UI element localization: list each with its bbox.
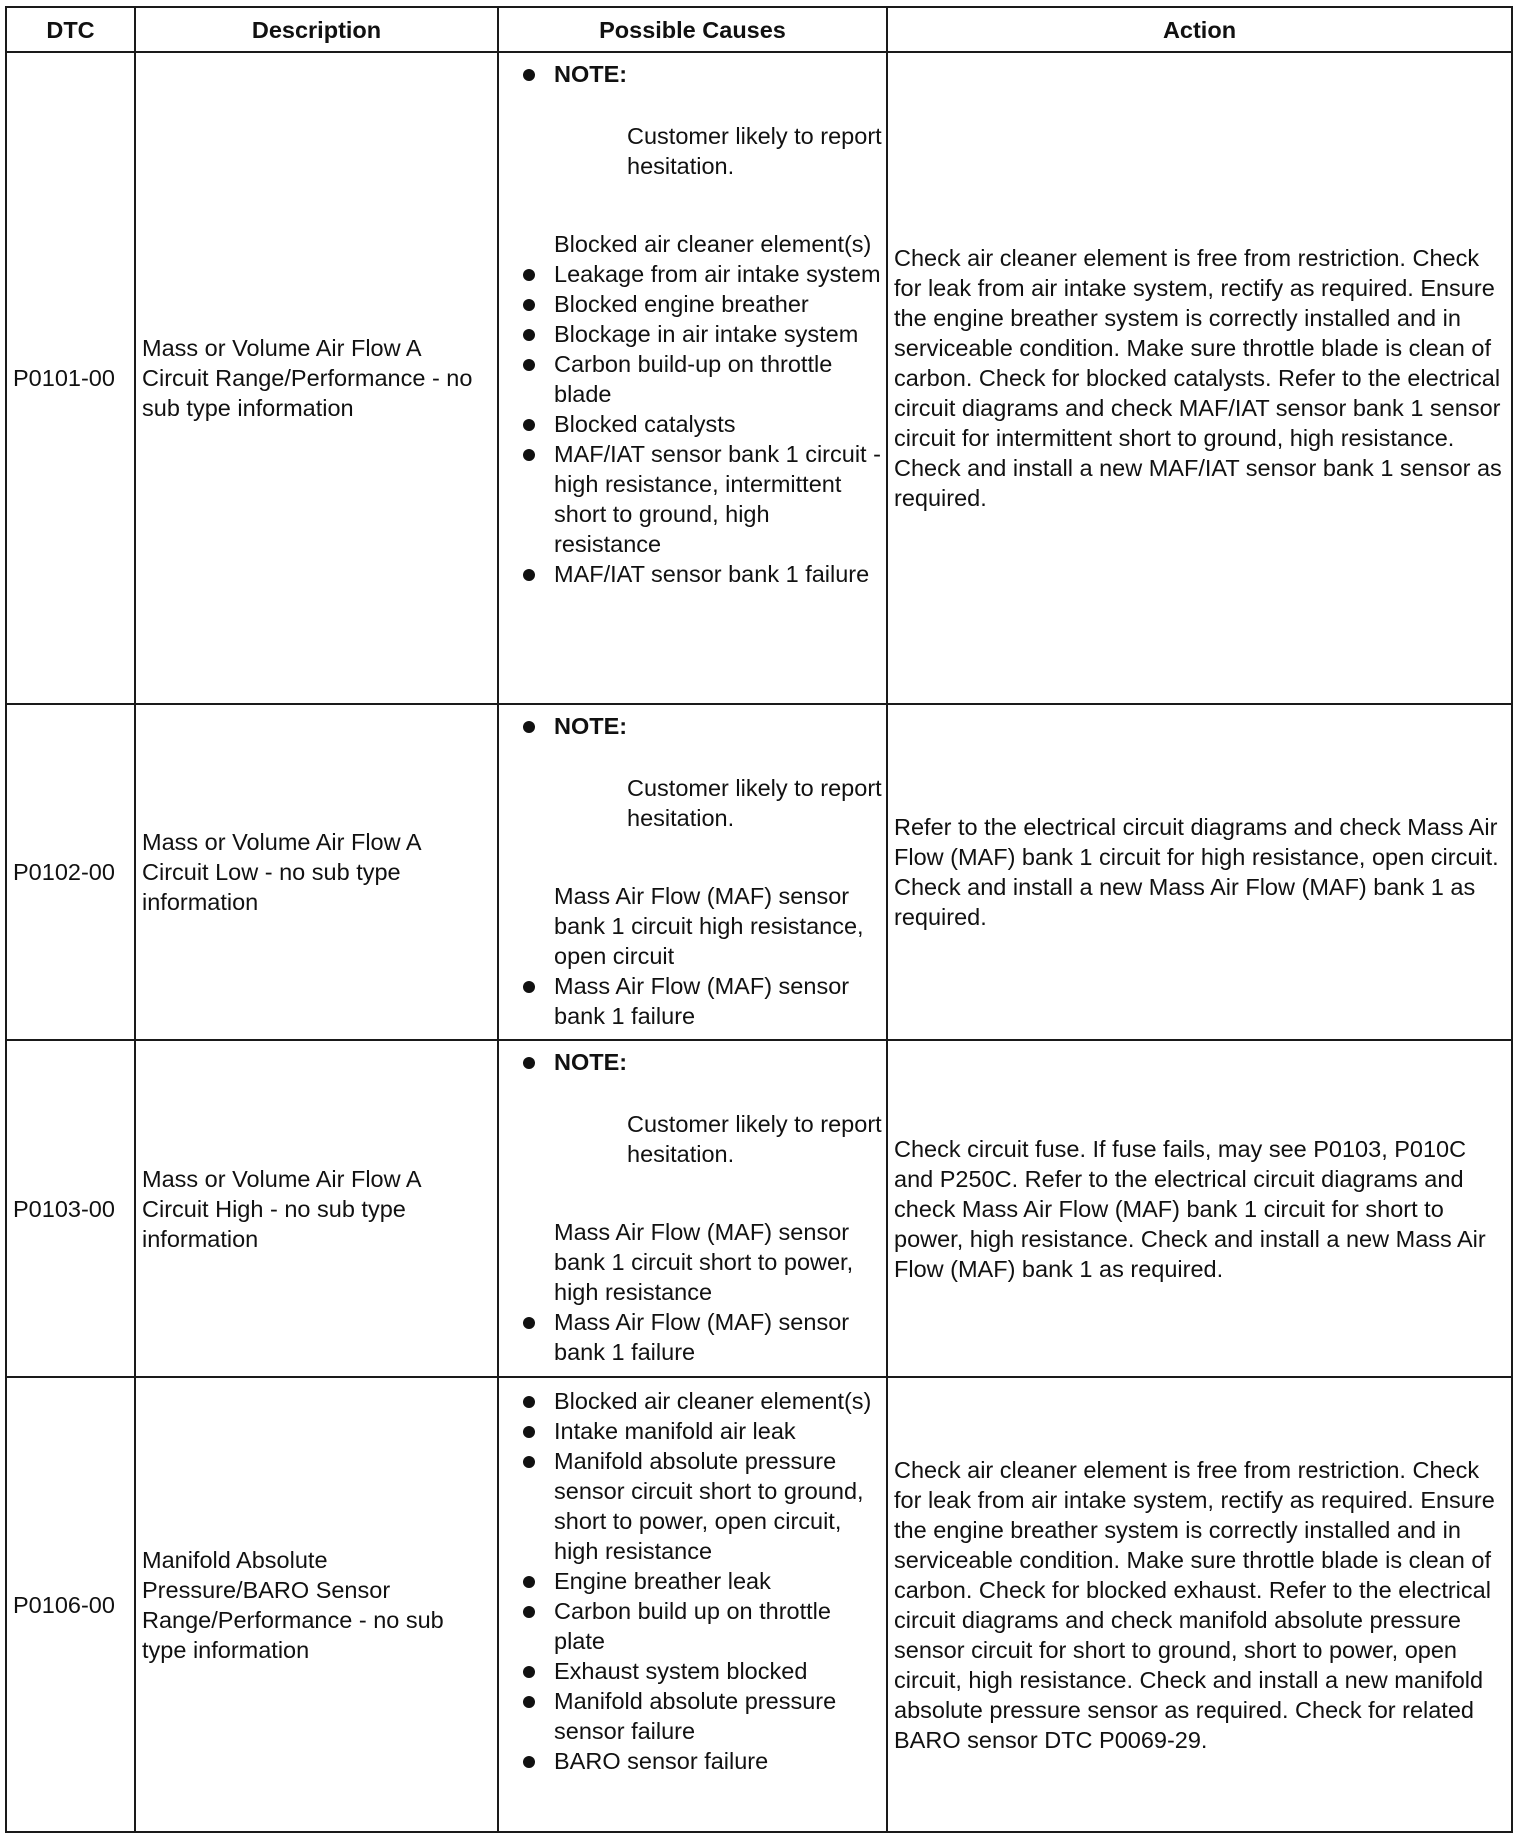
cause-item: BARO sensor failure <box>519 1746 882 1776</box>
table-row <box>6 52 1512 704</box>
cause-item: Mass Air Flow (MAF) sensor bank 1 failure <box>519 1307 882 1367</box>
table-row <box>6 704 1512 1040</box>
possible-causes <box>498 52 887 704</box>
note-label: NOTE: <box>519 59 882 89</box>
dtc-action: Check air cleaner element is free from restriction. Check for leak from air intake system, rectify as required. Ensure the engine breather system is correctly installed and in serviceable condition. Make sure throttle blade is clean of carbon. Check for blocked exhaust. Refer to the electrical circuit diagrams and check manifold absolute pressure sensor circuit for short to ground, short to power, open circuit, high resistance. Check and install a new manifold absolute pressure sensor as required. Check for related BARO sensor DTC P0069-29. <box>887 1377 1512 1832</box>
note-label: NOTE: <box>519 1047 882 1077</box>
header-action: Action <box>887 7 1512 52</box>
possible-causes <box>498 704 887 1040</box>
header-row <box>6 7 1512 52</box>
cause-item: Blocked air cleaner element(s) <box>519 1386 882 1416</box>
dtc-action: Check air cleaner element is free from restriction. Check for leak from air intake system, rectify as required. Ensure the engine breather system is correctly installed and in serviceable condition. Make sure throttle blade is clean of carbon. Check for blocked catalysts. Refer to the electrical circuit diagrams and check MAF/IAT sensor bank 1 sensor circuit for intermittent short to ground, high resistance. Check and install a new MAF/IAT sensor bank 1 sensor as required. <box>887 52 1512 704</box>
note-text: Customer likely to report hesitation. <box>627 123 882 179</box>
dtc-action: Refer to the electrical circuit diagrams and check Mass Air Flow (MAF) bank 1 circuit for high resistance, open circuit. Check and install a new Mass Air Flow (MAF) bank 1 as required. <box>887 704 1512 1040</box>
dtc-code: P0102-00 <box>6 704 135 1040</box>
cause-item: MAF/IAT sensor bank 1 circuit - high resistance, intermittent short to ground, high resistance <box>519 439 882 559</box>
cause-item: Mass Air Flow (MAF) sensor bank 1 failure <box>519 971 882 1031</box>
dtc-table <box>5 6 1513 1833</box>
possible-causes <box>498 1040 887 1377</box>
cause-item: Blocked air cleaner element(s) <box>554 231 872 257</box>
cause-item: Exhaust system blocked <box>519 1656 882 1686</box>
dtc-code: P0106-00 <box>6 1377 135 1832</box>
possible-causes <box>498 1377 887 1832</box>
cause-item: Manifold absolute pressure sensor failure <box>519 1686 882 1746</box>
cause-item: Blockage in air intake system <box>519 319 882 349</box>
cause-item: Mass Air Flow (MAF) sensor bank 1 circuit high resistance, open circuit <box>554 883 864 969</box>
header-possible-causes: Possible Causes <box>498 7 887 52</box>
note-text: Customer likely to report hesitation. <box>627 1111 882 1167</box>
table-row <box>6 1377 1512 1832</box>
dtc-table-sheet <box>5 6 1511 1828</box>
note-label: NOTE: <box>519 711 882 741</box>
cause-item: MAF/IAT sensor bank 1 failure <box>519 559 882 589</box>
cause-item: Leakage from air intake system <box>519 259 882 289</box>
cause-item: Carbon build up on throttle plate <box>519 1596 882 1656</box>
dtc-action: Check circuit fuse. If fuse fails, may see P0103, P010C and P250C. Refer to the electrical circuit diagrams and check Mass Air Flow (MAF) bank 1 circuit for short to power, high resistance. Check and install a new Mass Air Flow (MAF) bank 1 as required. <box>887 1040 1512 1377</box>
note-text: Customer likely to report hesitation. <box>627 775 882 831</box>
cause-item: Carbon build-up on throttle blade <box>519 349 882 409</box>
cause-item: Blocked engine breather <box>519 289 882 319</box>
dtc-code: P0101-00 <box>6 52 135 704</box>
cause-item: Intake manifold air leak <box>519 1416 882 1446</box>
dtc-description: Manifold Absolute Pressure/BARO Sensor Range/Performance - no sub type information <box>135 1377 498 1832</box>
cause-item: Manifold absolute pressure sensor circuit short to ground, short to power, open circuit, high resistance <box>519 1446 882 1566</box>
cause-item: Engine breather leak <box>519 1566 882 1596</box>
table-row <box>6 1040 1512 1377</box>
cause-item: Blocked catalysts <box>519 409 882 439</box>
dtc-description: Mass or Volume Air Flow A Circuit Range/Performance - no sub type information <box>135 52 498 704</box>
dtc-code: P0103-00 <box>6 1040 135 1377</box>
header-dtc: DTC <box>6 7 135 52</box>
header-description: Description <box>135 7 498 52</box>
dtc-description: Mass or Volume Air Flow A Circuit High - no sub type information <box>135 1040 498 1377</box>
cause-item: Mass Air Flow (MAF) sensor bank 1 circuit short to power, high resistance <box>554 1219 854 1305</box>
dtc-description: Mass or Volume Air Flow A Circuit Low - no sub type information <box>135 704 498 1040</box>
